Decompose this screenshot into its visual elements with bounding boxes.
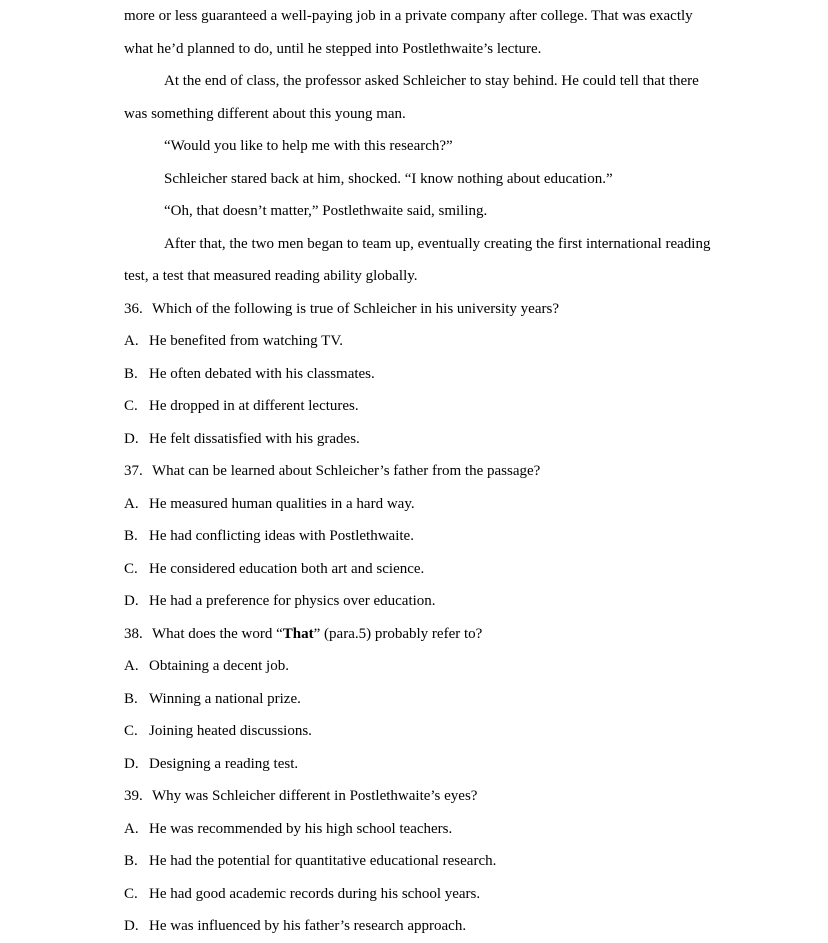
- option-text: He had the potential for quantitative educational research.: [149, 853, 497, 869]
- option-line: [124, 488, 828, 521]
- passage-line: “Would you like to help me with this research?”: [164, 138, 453, 154]
- option-text: He had conflicting ideas with Postlethwaite.: [149, 528, 414, 544]
- option-label: D.: [124, 593, 139, 609]
- option-label: D.: [124, 755, 139, 772]
- option-label: B.: [124, 365, 138, 382]
- question-text: Why was Schleicher different in Postlethwaite’s eyes?: [152, 788, 478, 804]
- question-text: What can be learned about Schleicher’s father from the passage?: [152, 463, 541, 479]
- option-line: [124, 390, 828, 423]
- passage-line: “Oh, that doesn’t matter,” Postlethwaite said, smiling.: [164, 203, 488, 219]
- reading-passage: [124, 0, 828, 293]
- passage-line: At the end of class, the professor asked Schleicher to stay behind. He could tell that there: [164, 73, 699, 89]
- option-line: [124, 520, 828, 553]
- option-text: He was recommended by his high school teachers.: [149, 820, 453, 837]
- option-text: He had good academic records during his school years.: [149, 885, 481, 902]
- option-line: [124, 325, 828, 358]
- question-block-37: [124, 455, 828, 618]
- option-text: He had a preference for physics over education.: [149, 593, 436, 609]
- option-line: [124, 553, 828, 586]
- option-text: Designing a reading test.: [149, 755, 299, 772]
- option-line: [124, 813, 828, 846]
- option-line: [124, 650, 828, 683]
- option-label: C.: [124, 398, 138, 414]
- question-line: [124, 780, 828, 813]
- question-text: What does the word “: [152, 625, 283, 642]
- option-label: A.: [124, 820, 139, 837]
- question-line: [124, 293, 828, 326]
- question-block-39: [124, 780, 828, 943]
- option-text: Obtaining a decent job.: [149, 658, 289, 674]
- passage-line: test, a test that measured reading ability globally.: [124, 268, 418, 284]
- passage-line: After that, the two men began to team up, eventually creating the first international reading: [164, 235, 711, 252]
- option-line: [124, 358, 828, 391]
- question-number: 38.: [124, 625, 143, 642]
- option-text: He considered education both art and science.: [149, 560, 425, 577]
- option-line: [124, 715, 828, 748]
- question-number: 39.: [124, 788, 143, 804]
- question-bold-word: That: [282, 625, 314, 642]
- option-line: [124, 748, 828, 781]
- passage-line: Schleicher stared back at him, shocked. “I know nothing about education.”: [164, 170, 613, 187]
- option-line: [124, 585, 828, 618]
- option-label: B.: [124, 528, 138, 544]
- option-line: [124, 878, 828, 911]
- option-line: [124, 683, 828, 716]
- question-number: 37.: [124, 463, 143, 479]
- question-text: Which of the following is true of Schleicher in his university years?: [152, 300, 559, 317]
- option-text: Winning a national prize.: [149, 690, 301, 707]
- option-text: He measured human qualities in a hard way.: [149, 495, 415, 512]
- question-line: [124, 618, 828, 651]
- question-block-36: [124, 293, 828, 456]
- option-label: D.: [124, 918, 139, 934]
- option-label: D.: [124, 430, 139, 447]
- passage-line: more or less guaranteed a well-paying job in a private company after college. That was exactly: [124, 8, 693, 24]
- option-text: Joining heated discussions.: [149, 723, 312, 739]
- option-line: [124, 910, 828, 943]
- option-text: He was influenced by his father’s research approach.: [149, 918, 467, 934]
- question-block-38: [124, 618, 828, 781]
- option-label: C.: [124, 885, 138, 902]
- question-line: [124, 455, 828, 488]
- option-text: He often debated with his classmates.: [149, 365, 375, 382]
- option-text: He dropped in at different lectures.: [149, 398, 359, 414]
- option-line: [124, 845, 828, 878]
- option-label: A.: [124, 658, 139, 674]
- option-label: B.: [124, 690, 138, 707]
- option-label: A.: [124, 495, 139, 512]
- passage-line: what he’d planned to do, until he stepped into Postlethwaite’s lecture.: [124, 40, 542, 57]
- question-number: 36.: [124, 300, 143, 317]
- option-text: He felt dissatisfied with his grades.: [149, 430, 360, 447]
- option-line: [124, 423, 828, 456]
- question-text-suffix: ” (para.5) probably refer to?: [313, 625, 483, 642]
- option-text: He benefited from watching TV.: [149, 333, 343, 349]
- option-label: A.: [124, 333, 139, 349]
- option-label: C.: [124, 560, 138, 577]
- passage-line: was something different about this young man.: [124, 105, 406, 122]
- option-label: B.: [124, 853, 138, 869]
- option-label: C.: [124, 723, 138, 739]
